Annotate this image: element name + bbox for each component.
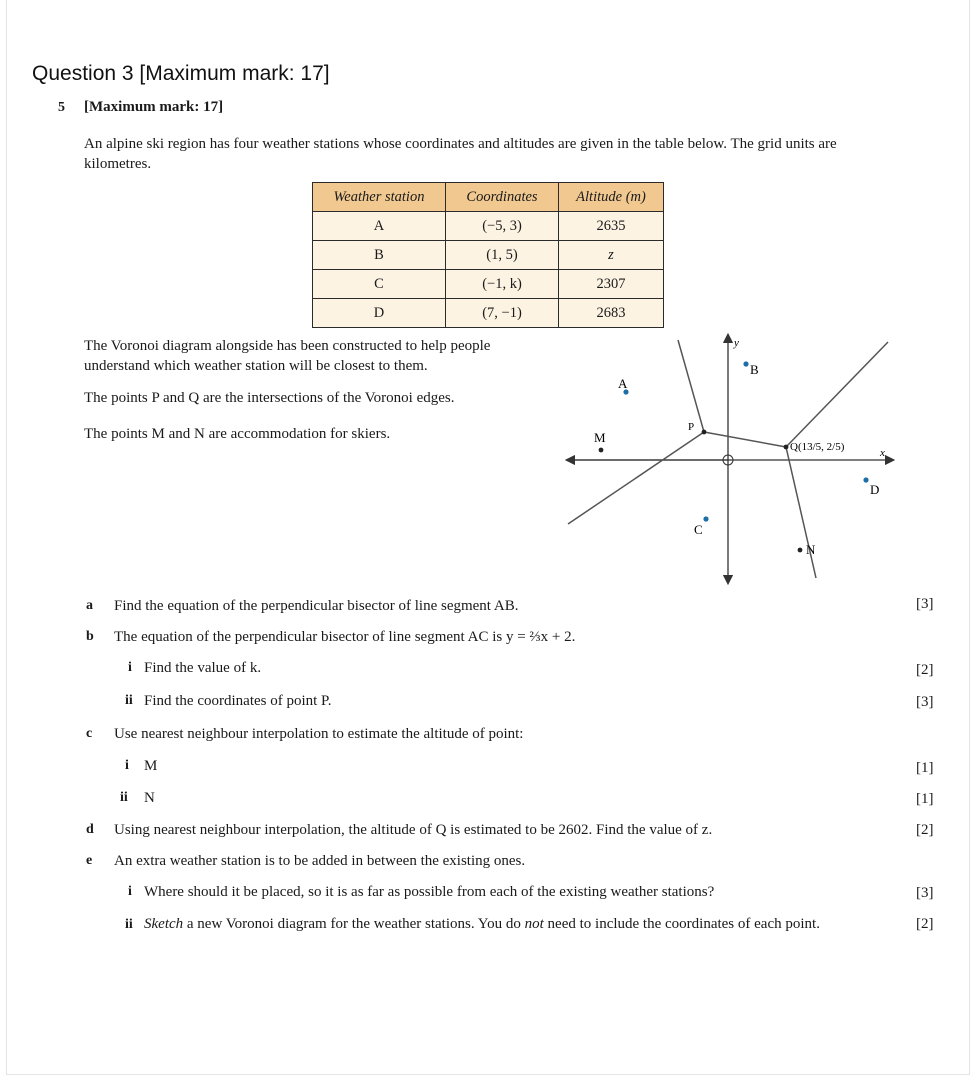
station-d-label: D	[870, 482, 880, 497]
table-cell: C	[313, 270, 446, 299]
part-e-ii-text	[144, 914, 900, 934]
point-n-marker	[798, 548, 803, 553]
station-c-label: C	[694, 522, 703, 537]
part-b-text: The equation of the perpendicular bisector of line segment AC is y = ⅔x + 2.	[114, 629, 576, 645]
part-e-text: An extra weather station is to be added in between the existing ones.	[114, 853, 526, 869]
diagram-accommodation-note: The points M and N are accommodation for skiers.	[84, 426, 391, 442]
point-q-marker	[784, 445, 789, 450]
point-p-marker	[702, 430, 707, 435]
stations-table	[312, 182, 664, 328]
part-e-ii-sketch: Sketch	[144, 916, 184, 932]
table-cell: (1, 5)	[446, 241, 559, 270]
voronoi-diagram	[560, 330, 900, 586]
part-b-ii-marks: [3]	[916, 694, 934, 710]
part-e-i-letter: i	[128, 884, 132, 899]
voronoi-edge	[568, 432, 704, 524]
part-e-ii-not: not	[524, 916, 544, 932]
table-cell: (−5, 3)	[446, 212, 559, 241]
y-axis-label: y	[734, 337, 739, 349]
part-e-letter: e	[86, 853, 93, 868]
voronoi-edge	[786, 447, 816, 578]
part-d-letter: d	[86, 822, 94, 837]
part-a-letter: a	[86, 598, 93, 613]
point-p-label: P	[688, 421, 695, 433]
table-cell: 2683	[559, 299, 664, 328]
table-header-row	[313, 183, 664, 212]
part-d-text: Using nearest neighbour interpolation, the altitude of Q is estimated to be 2602. Find the value of z.	[114, 822, 713, 838]
question-intro: An alpine ski region has four weather stations whose coordinates and altitudes are given in the table below. The grid units are kilometres.	[84, 136, 837, 172]
point-n-label: N	[806, 542, 816, 557]
table-row	[313, 212, 664, 241]
part-a-marks: [3]	[916, 596, 934, 612]
voronoi-edge	[704, 432, 786, 447]
table-cell: (−1, k)	[446, 270, 559, 299]
station-b-marker	[743, 361, 748, 366]
part-e-i-text: Where should it be placed, so it is as far as possible from each of the existing weather stations?	[144, 884, 715, 900]
point-q-label: Q(13/5, 2/5)	[790, 441, 845, 453]
part-c-ii-text: N	[144, 790, 155, 806]
page-title: Question 3 [Maximum mark: 17]	[32, 62, 330, 85]
table-cell: (7, −1)	[446, 299, 559, 328]
question-max-mark: [Maximum mark: 17]	[84, 99, 224, 115]
table-header: Weather station	[313, 183, 446, 212]
voronoi-edge	[678, 340, 704, 432]
table-cell: 2635	[559, 212, 664, 241]
table-header: Altitude (m)	[559, 183, 664, 212]
table-cell: z	[559, 241, 664, 270]
part-e-ii-middle: a new Voronoi diagram for the weather stations. You do	[183, 916, 525, 932]
table-cell: 2307	[559, 270, 664, 299]
part-b-i-letter: i	[128, 660, 132, 675]
part-c-i-text: M	[144, 758, 158, 774]
part-b-i-text: Find the value of k.	[144, 660, 262, 676]
part-b-i-marks: [2]	[916, 662, 934, 678]
diagram-intersections-note: The points P and Q are the intersections of the Voronoi edges.	[84, 390, 455, 406]
station-a-label: A	[618, 376, 628, 391]
part-a-text: Find the equation of the perpendicular bisector of line segment AB.	[114, 598, 519, 614]
voronoi-edge	[786, 342, 888, 447]
table-cell: D	[313, 299, 446, 328]
part-c-ii-letter: ii	[120, 790, 128, 805]
part-e-ii-marks: [2]	[916, 916, 934, 932]
table-cell: A	[313, 212, 446, 241]
x-axis-label: x	[880, 447, 885, 459]
station-c-marker	[703, 516, 708, 521]
part-c-text: Use nearest neighbour interpolation to estimate the altitude of point:	[114, 726, 524, 742]
part-b-letter: b	[86, 629, 94, 644]
table-header: Coordinates	[446, 183, 559, 212]
station-b-label: B	[750, 362, 759, 377]
table-row	[313, 299, 664, 328]
part-c-i-marks: [1]	[916, 760, 934, 776]
part-c-letter: c	[86, 726, 93, 741]
table-row	[313, 270, 664, 299]
station-d-marker	[863, 477, 868, 482]
part-e-ii-letter: ii	[125, 917, 133, 932]
part-e-ii-end: need to include the coordinates of each point.	[543, 916, 820, 932]
point-m-label: M	[594, 430, 606, 445]
diagram-description: The Voronoi diagram alongside has been constructed to help people understand which weather station will be closest to them.	[84, 338, 491, 374]
part-b-ii-letter: ii	[125, 693, 133, 708]
part-d-marks: [2]	[916, 822, 934, 838]
table-row	[313, 241, 664, 270]
point-m-marker	[599, 448, 604, 453]
part-c-i-letter: i	[125, 758, 129, 773]
part-e-i-marks: [3]	[916, 885, 934, 901]
part-c-ii-marks: [1]	[916, 791, 934, 807]
part-b-ii-text: Find the coordinates of point P.	[144, 693, 332, 709]
table-cell: B	[313, 241, 446, 270]
question-number: 5	[58, 100, 65, 115]
